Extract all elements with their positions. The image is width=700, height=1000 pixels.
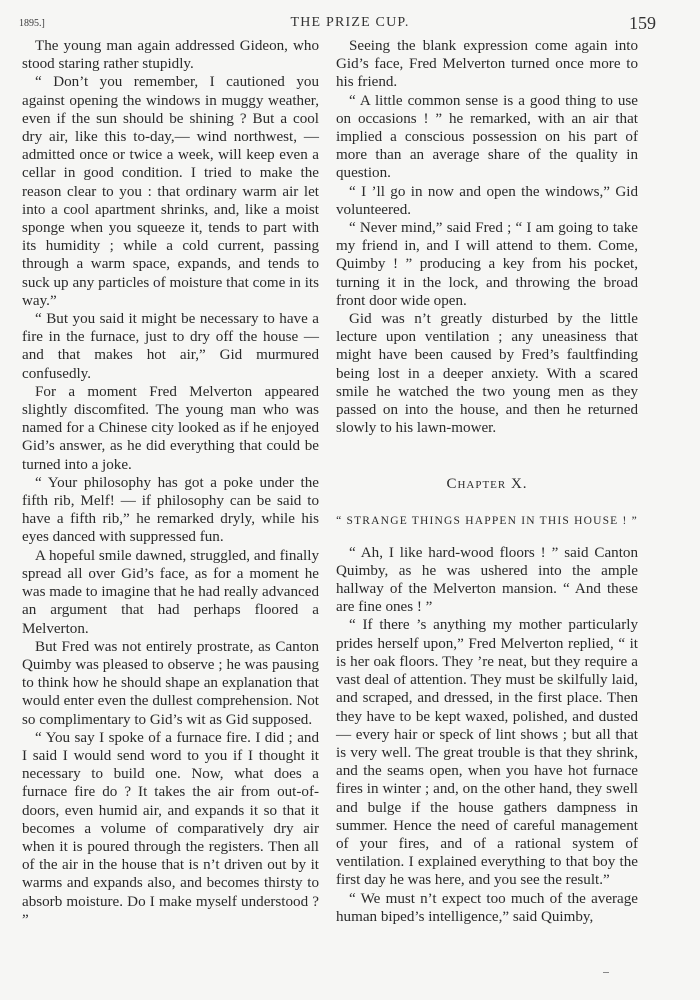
right-column [336, 37, 638, 926]
paragraph: “ Don’t you remember, I cautioned you against opening the windows in muggy weather, even if the sun should be shining ? But a cool dry air, like this to-day,— wind northwest, —admitted once or twice a week, will keep even a cellar in good condition. I tried to make the reason clear to you : that ordinary warm air let into a cool apartment shrinks, and, like a moist sponge when you squeeze it, tends to part with its humidity ; while a cold current, passing through a warm space, expands, and tends to suck up any particles of moisture that come in its way.” [22, 74, 319, 309]
print-speck [603, 972, 609, 973]
paragraph: “ I ’ll go in now and open the windows,” Gid volunteered. [336, 183, 638, 218]
page-header [0, 14, 700, 38]
paragraph: A hopeful smile dawned, struggled, and finally spread all over Gid’s face, as for a moment he was made to imagine that he had really advanced an argument that had perhaps floored a Melverton. [22, 547, 319, 637]
paragraph: For a moment Fred Melverton appeared slightly discomfited. The young man who was named for a Chinese city looked as if he enjoyed Gid’s answer, as he did everything that could be turned into a joke. [22, 383, 319, 473]
header-date: 1895.] [19, 18, 45, 29]
chapter-subtitle: “ STRANGE THINGS HAPPEN IN THIS HOUSE ! ” [336, 514, 638, 527]
running-title: THE PRIZE CUP. [290, 15, 410, 30]
paragraph: “ We must n’t expect too much of the average human biped’s intelligence,” said Quimby, [336, 890, 638, 925]
chapter-heading: Chapter X. [446, 476, 528, 493]
paragraph: “ Never mind,” said Fred ; “ I am going to take my friend in, and I will attend to them. Come, Quimby ! ” producing a key from his pocket, turning it in the lock, and throwing the broad front door wide open. [336, 220, 638, 309]
paragraph: “ But you said it might be necessary to have a fire in the furnace, just to dry off the house — and that makes hot air,” Gid murmured confusedly. [22, 311, 319, 382]
paragraph: “ A little common sense is a good thing to use on occasions ! ” he remarked, with an air that implied a conscious possession on his part of more than an average share of the quality in question. [336, 92, 638, 182]
paragraph: “ Your philosophy has got a poke under the fifth rib, Melf! — if philosophy can be said to have a fifth rib,” he remarked dryly, while his eyes danced with suppressed fun. [22, 474, 319, 546]
paragraph: The young man again addressed Gideon, who stood staring rather stupidly. [22, 38, 319, 73]
paragraph: Seeing the blank expression come again into Gid’s face, Fred Melverton turned once more to his friend. [336, 38, 638, 91]
paragraph: But Fred was not entirely prostrate, as Canton Quimby was pleased to observe ; he was pausing to think how he should shape an explanation that would enter even the dullest comprehension. Not so complimentary to Gid’s wit as Gid supposed. [22, 638, 319, 728]
left-column [22, 37, 319, 929]
paragraph: “ If there ’s anything my mother particularly prides herself upon,” Fred Melverton replied, “ it is her oak floors. They ’re neat, but they require a vast deal of attention. They must be skilfully laid, and scraped, and dressed, in the first place. Then they have to be kept waxed, polished, and dusted — every hair or speck of lint shows ; but all that is very well. The great trouble is that they shrink, and the seams open, when you have hot furnace fires in winter ; and, on the other hand, they swell and bulge if the house gathers dampness in summer. Hence the need of careful management of your fires, and of a rational system of ventilation. I explained everything to that boy the first day he was here, and you see the result.” [336, 617, 638, 889]
paragraph: Gid was n’t greatly disturbed by the little lecture upon ventilation ; any uneasiness that might have been caused by Fred’s faultfinding being lost in a deeper anxiety. With a scared smile he watched the two young men as they passed on into the house, and then he returned slowly to his lawn-mower. [336, 311, 638, 437]
paragraph: “ Ah, I like hard-wood floors ! ” said Canton Quimby, as he was ushered into the ample hallway of the Melverton mansion. “ And these are fine ones ! ” [336, 544, 638, 616]
page-number: 159 [629, 13, 656, 33]
paragraph: “ You say I spoke of a furnace fire. I did ; and I said I would send word to you if I thought it necessary to build one. Now, what does a furnace fire do ? It takes the air from out-of-doors, even humid air, and expands it so that it becomes a volume of comparatively dry air when it is poured through the registers. Then all of the air in the house that is n’t driven out by it warms and expands also, and becomes thirsty to absorb moisture. Do I make myself understood ? ” [22, 729, 319, 928]
